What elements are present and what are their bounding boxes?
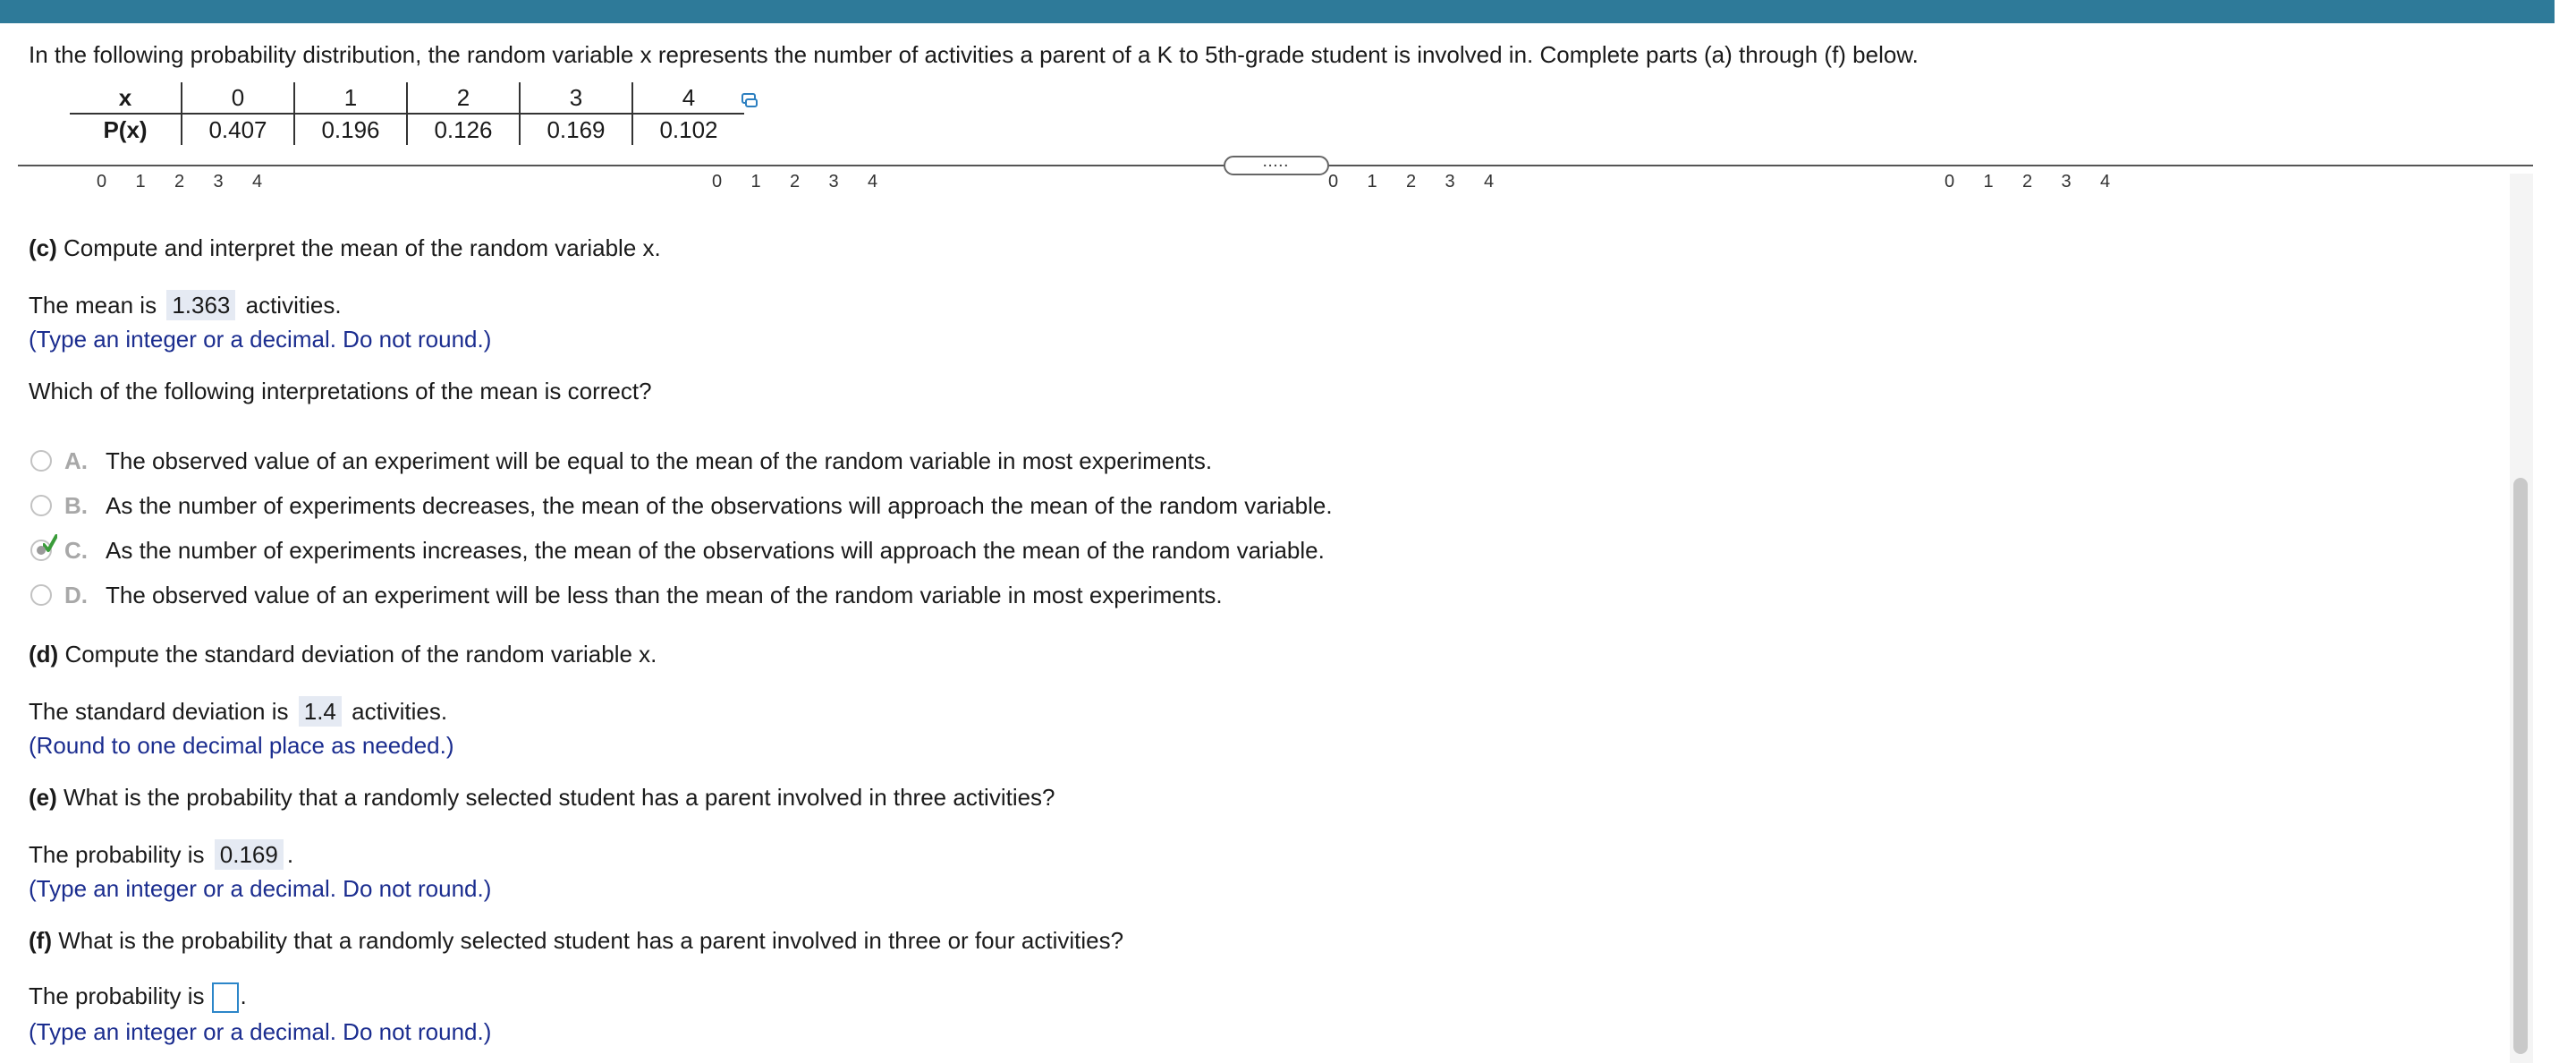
- mean-answer-field[interactable]: 1.363: [166, 290, 235, 320]
- mean-hint: (Type an integer or a decimal. Do not round.): [29, 326, 492, 353]
- tick-label: 1: [1367, 172, 1377, 191]
- tick-label: 0: [712, 172, 723, 191]
- option-letter: D.: [64, 581, 88, 608]
- option-letter: C.: [64, 536, 88, 564]
- tick-label: 0: [97, 172, 107, 191]
- tick-label: 4: [1484, 172, 1495, 191]
- part-e-question: [29, 784, 1055, 812]
- option-letter: B.: [64, 491, 88, 519]
- x-header: x: [70, 82, 182, 114]
- p-value: 0.407: [182, 114, 294, 145]
- radio-button[interactable]: [30, 584, 52, 606]
- part-e-answer-line: [29, 841, 293, 869]
- tick-row: [97, 172, 292, 192]
- part-f-question: [29, 927, 1123, 955]
- tick-label: 1: [750, 172, 761, 191]
- x-value: 2: [407, 82, 520, 114]
- tick-row: [712, 172, 907, 192]
- option-text: The observed value of an experiment will be less than the mean of the random variable in most experiments.: [106, 581, 1223, 608]
- copy-table-icon[interactable]: [741, 91, 758, 109]
- radio-button[interactable]: [30, 450, 52, 472]
- prob-three-four-prefix: The probability is: [29, 982, 205, 1009]
- table-row-x: [70, 82, 744, 114]
- prob-three-four-input[interactable]: [212, 982, 239, 1013]
- mean-suffix: activities.: [245, 292, 342, 319]
- tick-label: 1: [1983, 172, 1994, 191]
- option-a[interactable]: [30, 446, 1212, 476]
- sd-answer-field[interactable]: 1.4: [299, 696, 342, 727]
- px-header: P(x): [103, 116, 148, 143]
- option-letter: A.: [64, 446, 88, 474]
- scrollbar-thumb[interactable]: [2513, 478, 2528, 1054]
- option-text: The observed value of an experiment will be equal to the mean of the random variable in most experiments.: [106, 446, 1213, 474]
- table-row-px: [70, 114, 744, 145]
- tick-label: 3: [213, 172, 224, 191]
- tick-label: 0: [1328, 172, 1339, 191]
- tick-label: 4: [868, 172, 878, 191]
- tick-label: 4: [2100, 172, 2111, 191]
- mean-prefix: The mean is: [29, 292, 157, 319]
- option-c[interactable]: [30, 535, 1325, 566]
- part-f-answer-line: [29, 982, 247, 1013]
- tick-label: 3: [828, 172, 839, 191]
- tick-label: 0: [1945, 172, 1955, 191]
- part-f-question-text: What is the probability that a randomly selected student has a parent involved in three or four activities?: [58, 927, 1124, 954]
- interpretation-question: Which of the following interpretations of the mean is correct?: [29, 378, 652, 404]
- part-c-answer-line: [29, 292, 342, 319]
- radio-button-selected[interactable]: [30, 540, 52, 561]
- part-c-question: [29, 234, 661, 262]
- problem-statement: In the following probability distribution, the random variable x represents the number of activities a parent of a K to 5th-grade student is involved in. Complete parts (a) through (f) below.: [29, 41, 1919, 68]
- p-value: 0.126: [407, 114, 520, 145]
- prob-three-hint: (Type an integer or a decimal. Do not round.): [29, 875, 492, 902]
- tick-label: 2: [790, 172, 801, 191]
- sd-suffix: activities.: [352, 698, 448, 725]
- tick-label: 2: [1406, 172, 1417, 191]
- tick-row: [1945, 172, 2140, 192]
- prob-three-answer-field[interactable]: 0.169: [215, 839, 284, 870]
- part-c-question-text: Compute and interpret the mean of the random variable x.: [64, 234, 661, 261]
- part-e-label: (e): [29, 784, 57, 811]
- top-bar: [0, 0, 2555, 23]
- option-d[interactable]: [30, 580, 1223, 610]
- tick-label: 4: [252, 172, 263, 191]
- option-text: As the number of experiments increases, the mean of the observations will approach the mean of the random variable.: [106, 536, 1325, 564]
- tick-label: 2: [174, 172, 185, 191]
- tick-label: 2: [2022, 172, 2033, 191]
- x-value: 0: [182, 82, 294, 114]
- prob-three-prefix: The probability is: [29, 841, 205, 868]
- option-b[interactable]: [30, 490, 1333, 521]
- radio-button[interactable]: [30, 495, 52, 516]
- option-text: As the number of experiments decreases, the mean of the observations will approach the mean of the random variable.: [106, 491, 1333, 519]
- tick-label: 1: [135, 172, 146, 191]
- p-value: 0.169: [520, 114, 632, 145]
- top-bar-end: [2555, 0, 2576, 23]
- part-f-label: (f): [29, 927, 52, 954]
- x-value: 1: [294, 82, 407, 114]
- probability-distribution-table: [70, 82, 744, 145]
- part-d-question: [29, 641, 657, 668]
- sd-hint: (Round to one decimal place as needed.): [29, 732, 454, 759]
- part-c-label: (c): [29, 234, 57, 261]
- x-value: 3: [520, 82, 632, 114]
- sd-prefix: The standard deviation is: [29, 698, 289, 725]
- p-value: 0.102: [632, 114, 744, 145]
- tick-label: 3: [1445, 172, 1455, 191]
- tick-label: 3: [2061, 172, 2072, 191]
- tick-row: [1328, 172, 1523, 192]
- p-value: 0.196: [294, 114, 407, 145]
- x-value: 4: [632, 82, 744, 114]
- prob-three-suffix: .: [286, 841, 294, 868]
- part-d-label: (d): [29, 641, 59, 668]
- prob-three-four-hint: (Type an integer or a decimal. Do not round.): [29, 1018, 492, 1045]
- part-d-answer-line: [29, 698, 447, 726]
- prob-three-four-suffix: .: [240, 982, 247, 1009]
- correct-check-icon: [43, 534, 57, 554]
- part-e-question-text: What is the probability that a randomly selected student has a parent involved in three activities?: [64, 784, 1055, 811]
- part-d-question-text: Compute the standard deviation of the random variable x.: [64, 641, 657, 668]
- expand-handle[interactable]: .....: [1224, 156, 1329, 175]
